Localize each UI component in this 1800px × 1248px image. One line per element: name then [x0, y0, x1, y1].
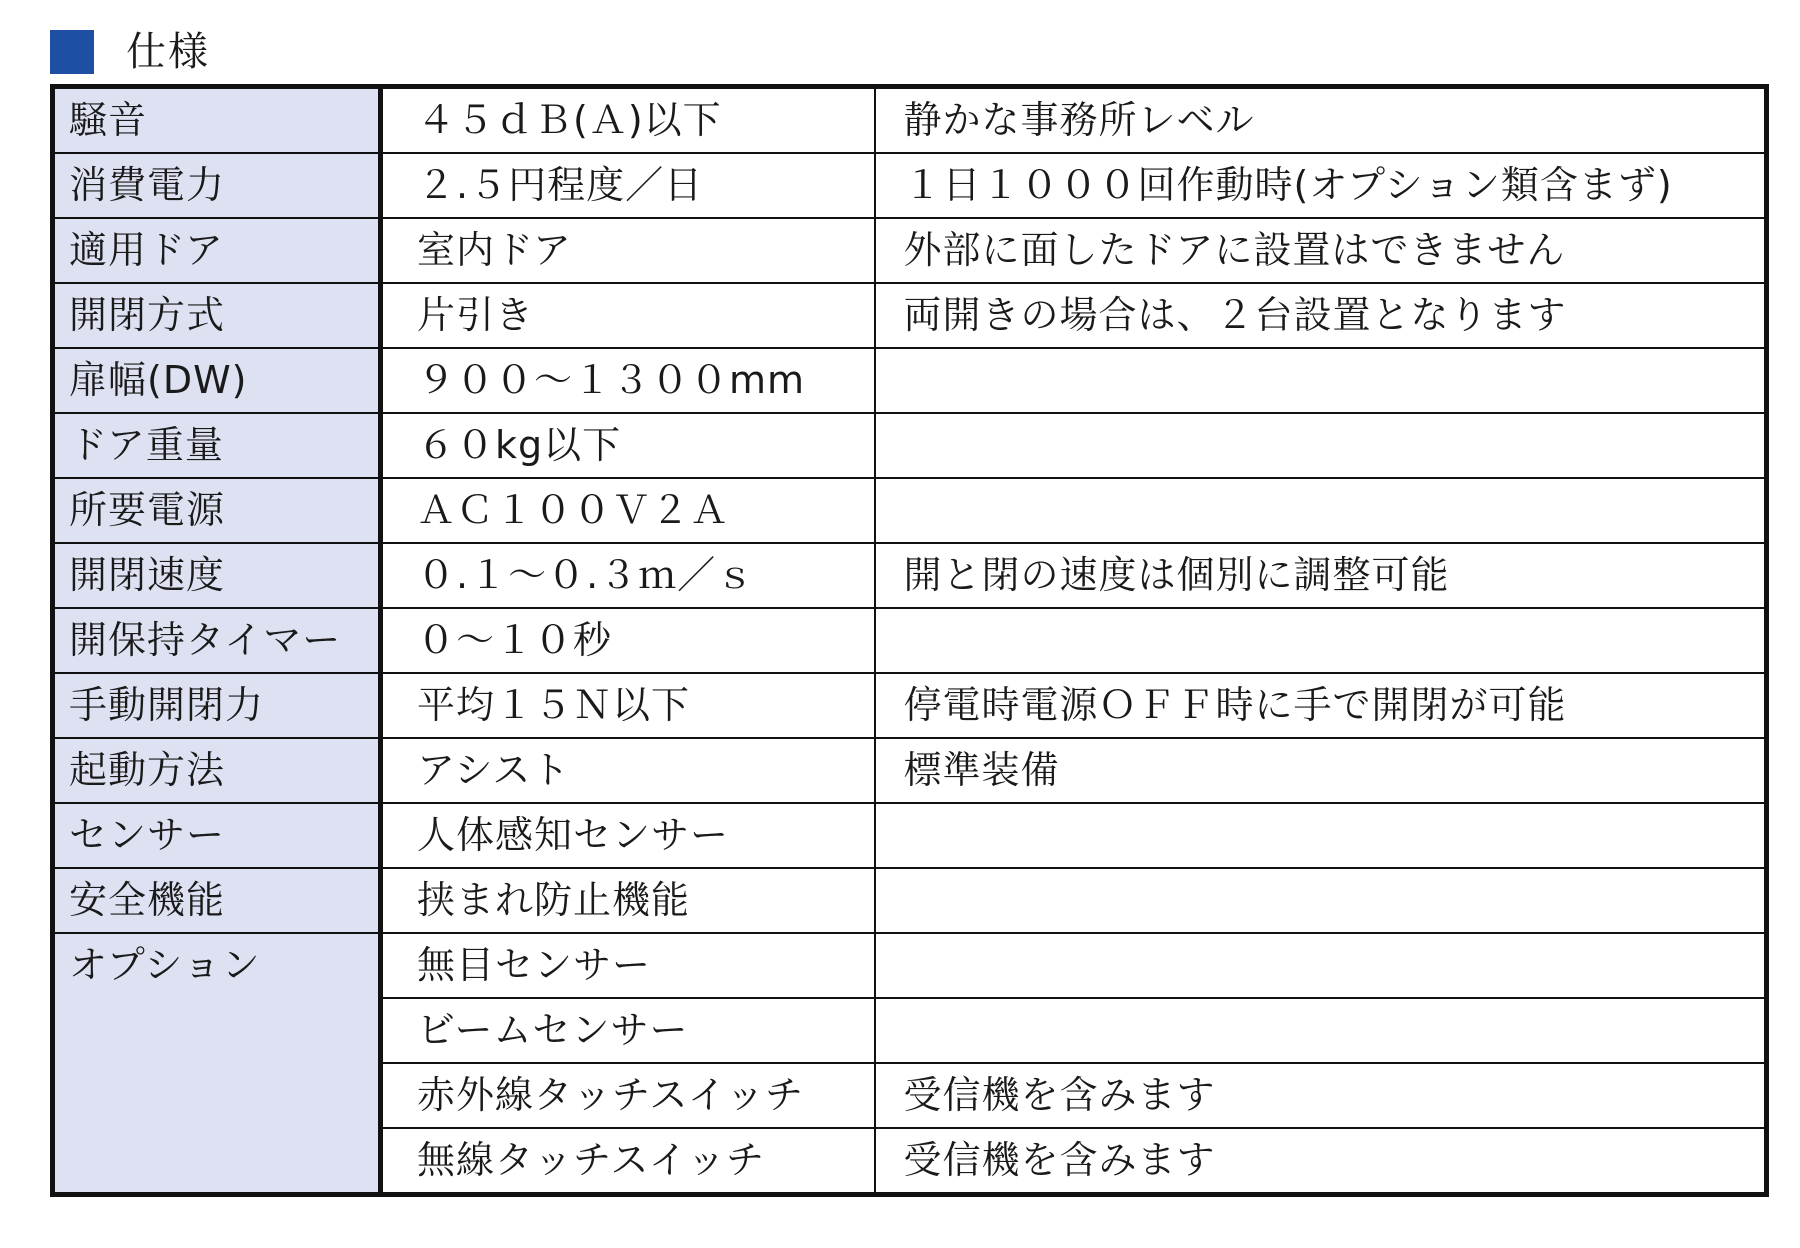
table-row-options [53, 933, 1767, 998]
table-row [53, 738, 1767, 803]
spec-value: 平均１５Ｎ以下 [381, 673, 875, 738]
section-title: 仕様 [126, 29, 210, 75]
spec-label: 開保持タイマー [53, 608, 381, 673]
spec-value: ６０kg以下 [381, 413, 875, 478]
spec-value: 人体感知センサー [381, 803, 875, 868]
spec-label: 起動方法 [53, 738, 381, 803]
spec-label: 適用ドア [53, 218, 381, 283]
spec-note [875, 803, 1767, 868]
table-row [53, 413, 1767, 478]
spec-label: 消費電力 [53, 153, 381, 218]
spec-label: 所要電源 [53, 478, 381, 543]
table-row [53, 803, 1767, 868]
option-note [875, 933, 1767, 998]
spec-value: 挟まれ防止機能 [381, 868, 875, 933]
option-value: ビームセンサー [381, 998, 875, 1063]
spec-note [875, 478, 1767, 543]
table-row [53, 348, 1767, 413]
spec-value: ９００～１３００mm [381, 348, 875, 413]
spec-label: 手動開閉力 [53, 673, 381, 738]
table-row [53, 153, 1767, 218]
spec-note: 標準装備 [875, 738, 1767, 803]
spec-value: ０.１～０.３ｍ／ｓ [381, 543, 875, 608]
spec-note [875, 348, 1767, 413]
table-row [53, 283, 1767, 348]
spec-label: センサー [53, 803, 381, 868]
table-row [53, 868, 1767, 933]
spec-note [875, 868, 1767, 933]
spec-value: 室内ドア [381, 218, 875, 283]
spec-label: 開閉速度 [53, 543, 381, 608]
table-row [53, 543, 1767, 608]
spec-label: 扉幅(DW) [53, 348, 381, 413]
option-value: 無線タッチスイッチ [381, 1128, 875, 1195]
spec-value: ０～１０秒 [381, 608, 875, 673]
option-value: 無目センサー [381, 933, 875, 998]
table-row [53, 218, 1767, 283]
spec-note: １日１０００回作動時(オプション類含まず) [875, 153, 1767, 218]
spec-note: 静かな事務所レベル [875, 87, 1767, 154]
spec-value: 片引き [381, 283, 875, 348]
table-row [53, 608, 1767, 673]
spec-label: 騒音 [53, 87, 381, 154]
spec-label: 安全機能 [53, 868, 381, 933]
option-note [875, 998, 1767, 1063]
spec-value: ４５ｄＢ(Ａ)以下 [381, 87, 875, 154]
heading-square-icon [50, 30, 94, 74]
spec-note: 停電時電源ＯＦＦ時に手で開閉が可能 [875, 673, 1767, 738]
spec-note: 外部に面したドアに設置はできません [875, 218, 1767, 283]
spec-value: ＡＣ１００Ｖ２Ａ [381, 478, 875, 543]
option-note: 受信機を含みます [875, 1063, 1767, 1128]
table-row [53, 478, 1767, 543]
spec-table [50, 84, 1769, 1197]
table-row [53, 673, 1767, 738]
spec-label: ドア重量 [53, 413, 381, 478]
options-label: オプション [53, 933, 381, 1195]
table-row [53, 87, 1767, 154]
spec-value: アシスト [381, 738, 875, 803]
option-value: 赤外線タッチスイッチ [381, 1063, 875, 1128]
spec-value: ２.５円程度／日 [381, 153, 875, 218]
spec-note [875, 413, 1767, 478]
spec-note [875, 608, 1767, 673]
spec-note: 両開きの場合は、２台設置となります [875, 283, 1767, 348]
option-note: 受信機を含みます [875, 1128, 1767, 1195]
spec-note: 開と閉の速度は個別に調整可能 [875, 543, 1767, 608]
spec-label: 開閉方式 [53, 283, 381, 348]
section-heading [50, 26, 210, 78]
